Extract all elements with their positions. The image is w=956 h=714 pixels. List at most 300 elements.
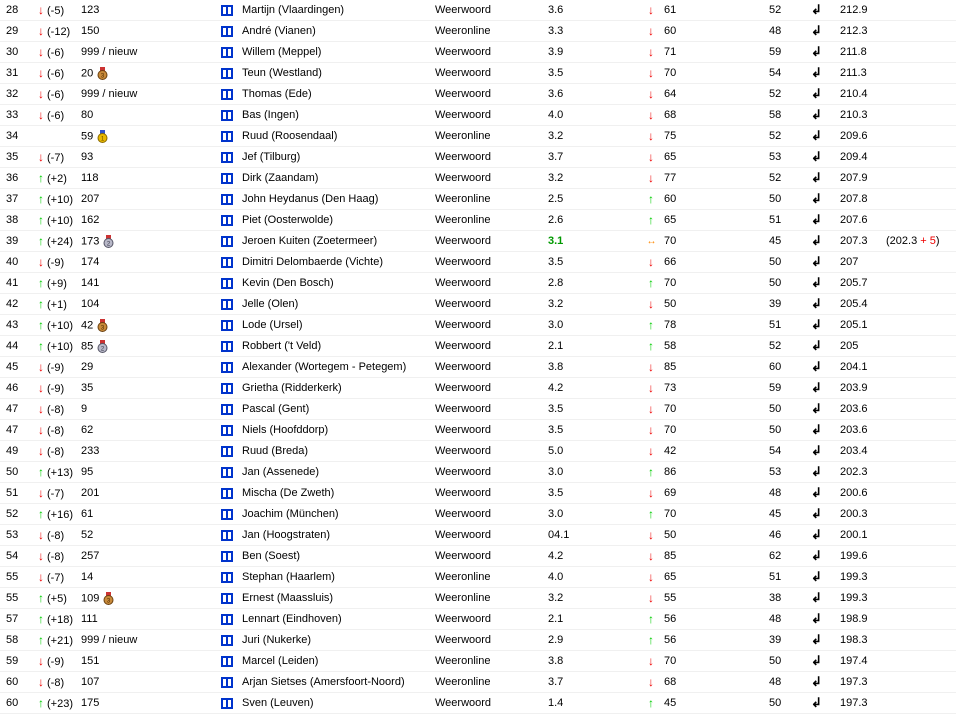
trend: [638, 315, 664, 336]
flag-icon: [221, 551, 233, 562]
return-cell: [811, 189, 840, 210]
rank-up-icon: ↑: [38, 465, 44, 479]
flag-cell: [221, 441, 242, 462]
rank-change: [38, 336, 81, 357]
return-arrow-icon: ↲: [811, 548, 822, 563]
total-points: 199.3: [840, 567, 886, 588]
trend-down-icon: ↓: [648, 675, 654, 689]
flag-icon: [221, 68, 233, 79]
extra-cell: [886, 357, 956, 378]
flag-icon: [221, 509, 233, 520]
previous-rank: [81, 0, 221, 21]
rank-position: 39: [0, 231, 38, 252]
table-row: [0, 483, 956, 504]
table-row: [0, 378, 956, 399]
rank-change-value: (-9): [47, 362, 65, 374]
source-site: Weerwoord: [435, 609, 548, 630]
previous-rank: [81, 630, 221, 651]
value-a: 65: [664, 567, 769, 588]
flag-cell: [221, 336, 242, 357]
value-a: 61: [664, 0, 769, 21]
score: 3.3: [548, 21, 638, 42]
score: 1.4: [548, 693, 638, 714]
return-arrow-icon: ↲: [811, 674, 822, 689]
total-points: 197.3: [840, 672, 886, 693]
rank-change: [38, 252, 81, 273]
total-points: 205.4: [840, 294, 886, 315]
rank-position: 57: [0, 609, 38, 630]
flag-cell: [221, 588, 242, 609]
participant-name[interactable]: Grietha (Ridderkerk): [242, 378, 435, 399]
rank-change: [38, 168, 81, 189]
trend: [638, 504, 664, 525]
participant-name[interactable]: Dimitri Delombaerde (Vichte): [242, 252, 435, 273]
score: 3.2: [548, 126, 638, 147]
rank-change: [38, 462, 81, 483]
participant-name[interactable]: Robbert ('t Veld): [242, 336, 435, 357]
trend: [638, 168, 664, 189]
total-points: 210.4: [840, 84, 886, 105]
rank-down-icon: ↓: [38, 528, 44, 542]
flag-cell: [221, 42, 242, 63]
participant-name[interactable]: Jan (Assenede): [242, 462, 435, 483]
flag-cell: [221, 525, 242, 546]
participant-name[interactable]: Martijn (Vlaardingen): [242, 0, 435, 21]
trend: [638, 378, 664, 399]
rank-change: [38, 399, 81, 420]
table-row: [0, 630, 956, 651]
trend-up-icon: ↑: [648, 696, 654, 710]
flag-icon: [221, 89, 233, 100]
rank-change-value: (-8): [47, 677, 65, 689]
return-cell: [811, 462, 840, 483]
total-points: 198.9: [840, 609, 886, 630]
return-cell: [811, 651, 840, 672]
score: 3.5: [548, 483, 638, 504]
rank-change-value: (+1): [47, 299, 67, 311]
previous-rank: [81, 672, 221, 693]
rank-change-value: (+10): [47, 320, 73, 332]
total-points: 198.3: [840, 630, 886, 651]
extra-cell: [886, 126, 956, 147]
rank-position: 31: [0, 63, 38, 84]
rank-change: [38, 378, 81, 399]
previous-rank-value: 62: [81, 424, 94, 436]
participant-name[interactable]: Teun (Westland): [242, 63, 435, 84]
value-b: 50: [769, 189, 811, 210]
participant-name[interactable]: John Heydanus (Den Haag): [242, 189, 435, 210]
rank-change-value: (-8): [47, 425, 65, 437]
previous-rank-value: 151: [81, 655, 100, 667]
return-arrow-icon: ↲: [811, 317, 822, 332]
previous-rank: [81, 567, 221, 588]
total-points: 209.6: [840, 126, 886, 147]
extra-cell: [886, 672, 956, 693]
rank-down-icon: ↓: [38, 66, 44, 80]
total-points: 199.6: [840, 546, 886, 567]
participant-name[interactable]: Joachim (München): [242, 504, 435, 525]
return-arrow-icon: ↲: [811, 464, 822, 479]
value-b: 59: [769, 378, 811, 399]
total-points: 205.1: [840, 315, 886, 336]
source-site: Weeronline: [435, 567, 548, 588]
value-b: 53: [769, 462, 811, 483]
previous-rank-value: 29: [81, 361, 94, 373]
table-row: [0, 0, 956, 21]
rank-change-value: (-9): [47, 656, 65, 668]
previous-rank-value: 111: [81, 613, 98, 625]
flag-icon: [221, 635, 233, 646]
value-b: 52: [769, 336, 811, 357]
trend: [638, 672, 664, 693]
bonus-note: (202.3 + 5): [886, 235, 940, 247]
trend: [638, 294, 664, 315]
rank-change-value: (+24): [47, 236, 73, 248]
participant-name[interactable]: Kevin (Den Bosch): [242, 273, 435, 294]
value-b: 39: [769, 294, 811, 315]
trend: [638, 273, 664, 294]
rank-up-icon: ↑: [38, 171, 44, 185]
value-a: 69: [664, 483, 769, 504]
rank-change-value: (+16): [47, 509, 73, 521]
participant-name[interactable]: Ben (Soest): [242, 546, 435, 567]
previous-rank: [81, 504, 221, 525]
flag-cell: [221, 168, 242, 189]
rank-up-icon: ↑: [38, 318, 44, 332]
trend: [638, 63, 664, 84]
rank-change: [38, 273, 81, 294]
rank-down-icon: ↓: [38, 675, 44, 689]
extra-cell: [886, 294, 956, 315]
trend-down-icon: ↓: [648, 486, 654, 500]
participant-name[interactable]: Piet (Oosterwolde): [242, 210, 435, 231]
extra-cell: [886, 630, 956, 651]
trend-down-icon: ↓: [648, 654, 654, 668]
previous-rank-value: 999 / nieuw: [81, 46, 138, 58]
table-row: [0, 336, 956, 357]
return-cell: [811, 252, 840, 273]
value-a: 70: [664, 399, 769, 420]
rank-position: 54: [0, 546, 38, 567]
previous-rank: [81, 462, 221, 483]
rank-position: 37: [0, 189, 38, 210]
svg-text:3: 3: [101, 73, 105, 79]
return-arrow-icon: ↲: [811, 443, 822, 458]
rank-change: [38, 441, 81, 462]
participant-name[interactable]: Lennart (Eindhoven): [242, 609, 435, 630]
total-points: 207.9: [840, 168, 886, 189]
trend-down-icon: ↓: [648, 87, 654, 101]
value-b: 48: [769, 21, 811, 42]
table-row: [0, 231, 956, 252]
flag-cell: [221, 483, 242, 504]
value-b: 51: [769, 210, 811, 231]
rank-change: [38, 63, 81, 84]
previous-rank-value: 162: [81, 214, 100, 226]
return-cell: [811, 147, 840, 168]
rank-change-value: (+10): [47, 215, 73, 227]
participant-name[interactable]: Marcel (Leiden): [242, 651, 435, 672]
source-site: Weerwoord: [435, 168, 548, 189]
rank-position: 52: [0, 504, 38, 525]
rank-position: 47: [0, 399, 38, 420]
participant-name[interactable]: Bas (Ingen): [242, 105, 435, 126]
rank-down-icon: ↓: [38, 150, 44, 164]
flag-icon: [221, 299, 233, 310]
value-a: 56: [664, 609, 769, 630]
rank-change-value: (-7): [47, 572, 65, 584]
previous-rank: [81, 651, 221, 672]
participant-name[interactable]: Niels (Hoofddorp): [242, 420, 435, 441]
table-row: [0, 504, 956, 525]
trend-down-icon: ↓: [648, 423, 654, 437]
extra-cell: [886, 147, 956, 168]
value-b: 39: [769, 630, 811, 651]
svg-text:2: 2: [101, 346, 105, 352]
previous-rank: [81, 42, 221, 63]
extra-cell: [886, 441, 956, 462]
participant-name[interactable]: André (Vianen): [242, 21, 435, 42]
participant-name[interactable]: Mischa (De Zweth): [242, 483, 435, 504]
previous-rank-value: 107: [81, 676, 100, 688]
return-cell: [811, 546, 840, 567]
score: 3.0: [548, 462, 638, 483]
flag-cell: [221, 672, 242, 693]
trend-down-icon: ↓: [648, 360, 654, 374]
previous-rank-value: 999 / nieuw: [81, 88, 138, 100]
table-row: [0, 294, 956, 315]
return-arrow-icon: ↲: [811, 569, 822, 584]
source-site: Weeronline: [435, 189, 548, 210]
rank-position: 47: [0, 420, 38, 441]
participant-name[interactable]: Arjan Sietses (Amersfoort-Noord): [242, 672, 435, 693]
source-site: Weerwoord: [435, 420, 548, 441]
return-cell: [811, 231, 840, 252]
trend: [638, 462, 664, 483]
trend: [638, 420, 664, 441]
previous-rank-value: 61: [81, 508, 94, 520]
participant-name[interactable]: Jef (Tilburg): [242, 147, 435, 168]
score: 2.1: [548, 336, 638, 357]
total-points: 207.8: [840, 189, 886, 210]
participant-name[interactable]: Pascal (Gent): [242, 399, 435, 420]
flag-cell: [221, 504, 242, 525]
flag-icon: [221, 278, 233, 289]
extra-cell: [886, 252, 956, 273]
return-cell: [811, 693, 840, 714]
rank-change: [38, 609, 81, 630]
participant-name[interactable]: Ruud (Roosendaal): [242, 126, 435, 147]
trend-down-icon: ↓: [648, 255, 654, 269]
return-arrow-icon: ↲: [811, 23, 822, 38]
table-row: [0, 147, 956, 168]
rank-position: 51: [0, 483, 38, 504]
rank-change-value: (+9): [47, 278, 67, 290]
value-a: 58: [664, 336, 769, 357]
rank-change: [38, 693, 81, 714]
score: 3.7: [548, 147, 638, 168]
previous-rank: [81, 231, 221, 252]
trend: [638, 693, 664, 714]
source-site: Weerwoord: [435, 441, 548, 462]
return-cell: [811, 273, 840, 294]
extra-cell: [886, 378, 956, 399]
return-arrow-icon: ↲: [811, 233, 822, 248]
value-b: 51: [769, 315, 811, 336]
rank-change: [38, 546, 81, 567]
rank-position: 42: [0, 294, 38, 315]
table-row: [0, 42, 956, 63]
participant-name[interactable]: Stephan (Haarlem): [242, 567, 435, 588]
source-site: Weerwoord: [435, 483, 548, 504]
rank-down-icon: ↓: [38, 486, 44, 500]
flag-icon: [221, 110, 233, 121]
return-arrow-icon: ↲: [811, 44, 822, 59]
flag-icon: [221, 383, 233, 394]
score: 3.2: [548, 168, 638, 189]
trend: [638, 21, 664, 42]
flag-icon: [221, 215, 233, 226]
total-points: 207: [840, 252, 886, 273]
source-site: Weeronline: [435, 210, 548, 231]
table-row: [0, 567, 956, 588]
value-a: 71: [664, 42, 769, 63]
source-site: Weeronline: [435, 126, 548, 147]
trend-down-icon: ↓: [648, 3, 654, 17]
previous-rank: [81, 588, 221, 609]
flag-icon: [221, 152, 233, 163]
rank-position: 60: [0, 672, 38, 693]
participant-name[interactable]: Thomas (Ede): [242, 84, 435, 105]
value-a: 70: [664, 231, 769, 252]
participant-name[interactable]: Willem (Meppel): [242, 42, 435, 63]
value-a: 60: [664, 21, 769, 42]
value-b: 50: [769, 651, 811, 672]
extra-cell: [886, 42, 956, 63]
participant-name[interactable]: Jelle (Olen): [242, 294, 435, 315]
extra-cell: [886, 336, 956, 357]
participant-name[interactable]: Lode (Ursel): [242, 315, 435, 336]
trend-down-icon: ↓: [648, 444, 654, 458]
rank-down-icon: ↓: [38, 570, 44, 584]
table-row: [0, 441, 956, 462]
previous-rank-value: 52: [81, 529, 94, 541]
rank-change: [38, 315, 81, 336]
previous-rank: [81, 336, 221, 357]
participant-name[interactable]: Ernest (Maassluis): [242, 588, 435, 609]
value-a: 50: [664, 294, 769, 315]
flag-icon: [221, 677, 233, 688]
return-cell: [811, 63, 840, 84]
previous-rank-value: 95: [81, 466, 94, 478]
value-a: 70: [664, 651, 769, 672]
bronze-medal-icon: [97, 319, 108, 332]
participant-name[interactable]: Alexander (Wortegem - Petegem): [242, 357, 435, 378]
extra-cell: [886, 210, 956, 231]
total-points: 203.6: [840, 420, 886, 441]
return-cell: [811, 378, 840, 399]
rank-change: [38, 42, 81, 63]
participant-name[interactable]: Juri (Nukerke): [242, 630, 435, 651]
previous-rank-value: 173: [81, 234, 100, 247]
return-arrow-icon: ↲: [811, 695, 822, 710]
return-cell: [811, 630, 840, 651]
flag-cell: [221, 0, 242, 21]
flag-icon: [221, 362, 233, 373]
trend-down-icon: ↓: [648, 549, 654, 563]
value-b: 45: [769, 504, 811, 525]
source-site: Weerwoord: [435, 105, 548, 126]
return-arrow-icon: ↲: [811, 506, 822, 521]
value-a: 70: [664, 504, 769, 525]
flag-icon: [221, 194, 233, 205]
source-site: Weeronline: [435, 672, 548, 693]
return-cell: [811, 21, 840, 42]
extra-cell: [886, 651, 956, 672]
rank-position: 49: [0, 441, 38, 462]
flag-cell: [221, 693, 242, 714]
score: 2.9: [548, 630, 638, 651]
value-a: 78: [664, 315, 769, 336]
source-site: Weerwoord: [435, 42, 548, 63]
rank-position: 41: [0, 273, 38, 294]
rank-position: 55: [0, 588, 38, 609]
table-row: [0, 21, 956, 42]
table-row: [0, 357, 956, 378]
score: 3.5: [548, 399, 638, 420]
value-a: 45: [664, 693, 769, 714]
trend-down-icon: ↓: [648, 129, 654, 143]
participant-name[interactable]: Jeroen Kuiten (Zoetermeer): [242, 231, 435, 252]
total-points: 199.3: [840, 588, 886, 609]
table-row: [0, 420, 956, 441]
trend-down-icon: ↓: [648, 66, 654, 80]
trend: [638, 105, 664, 126]
source-site: Weerwoord: [435, 462, 548, 483]
return-cell: [811, 0, 840, 21]
table-row: [0, 651, 956, 672]
return-arrow-icon: ↲: [811, 2, 822, 17]
table-row: [0, 63, 956, 84]
rank-change: [38, 105, 81, 126]
rank-change-value: (+5): [47, 593, 67, 605]
bronze-medal-icon: [103, 592, 114, 605]
trend: [638, 399, 664, 420]
participant-name[interactable]: Ruud (Breda): [242, 441, 435, 462]
participant-name[interactable]: Dirk (Zaandam): [242, 168, 435, 189]
flag-icon: [221, 467, 233, 478]
total-points: 210.3: [840, 105, 886, 126]
previous-rank: [81, 168, 221, 189]
table-row: [0, 672, 956, 693]
rank-up-icon: ↑: [38, 213, 44, 227]
rank-down-icon: ↓: [38, 24, 44, 38]
source-site: Weerwoord: [435, 525, 548, 546]
participant-name[interactable]: Sven (Leuven): [242, 693, 435, 714]
flag-icon: [221, 488, 233, 499]
trend-down-icon: ↓: [648, 45, 654, 59]
flag-icon: [221, 173, 233, 184]
table-row: [0, 609, 956, 630]
rank-change: [38, 651, 81, 672]
previous-rank: [81, 189, 221, 210]
rank-up-icon: ↑: [38, 633, 44, 647]
rank-position: 55: [0, 567, 38, 588]
value-a: 65: [664, 210, 769, 231]
flag-cell: [221, 210, 242, 231]
trend-up-icon: ↑: [648, 276, 654, 290]
participant-name[interactable]: Jan (Hoogstraten): [242, 525, 435, 546]
